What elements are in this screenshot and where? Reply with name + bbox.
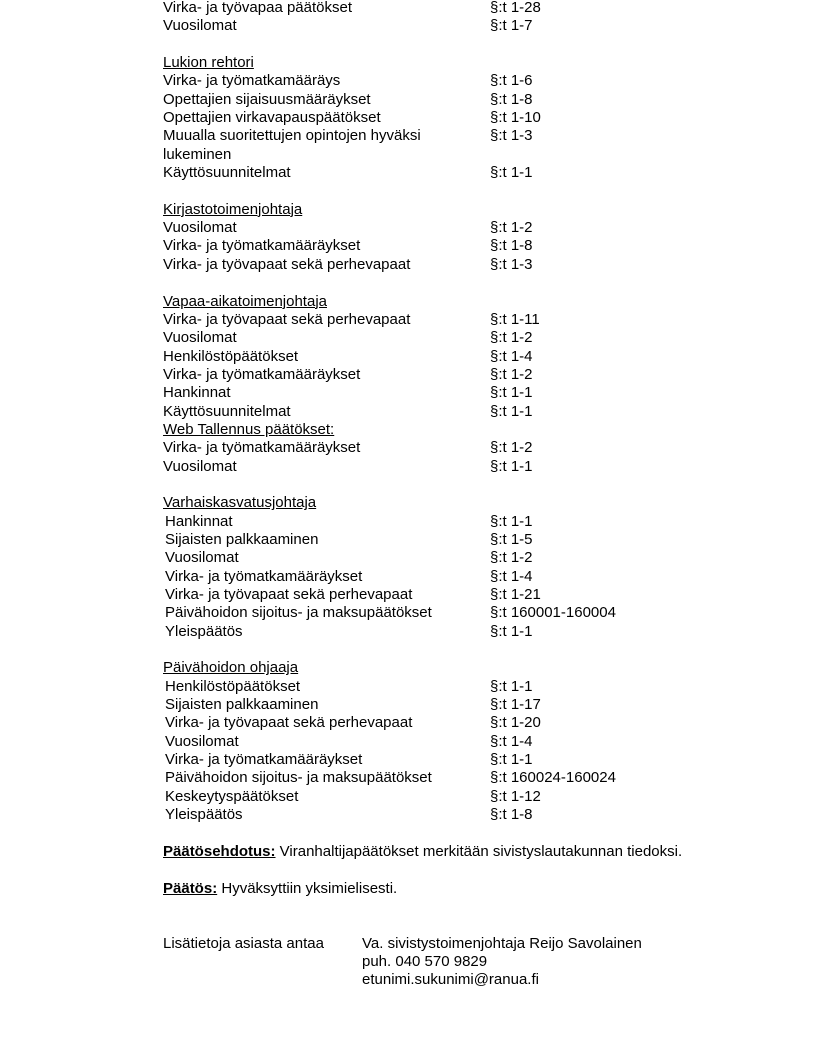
contact-name: Va. sivistystoimenjohtaja Reijo Savolainen [362,934,642,952]
list-item [163,329,763,347]
section [163,659,763,842]
document-body [163,0,763,990]
decision-label: Päätös: [163,879,218,897]
list-item [163,127,763,145]
list-item [163,696,763,714]
section-heading-text: Lukion rehtori [163,54,254,72]
item-reference: §:t 1-1 [490,677,533,695]
item-label: Opettajien virkavapauspäätökset [163,109,381,127]
list-item [163,604,763,622]
list-item [163,403,763,421]
list-item [163,0,763,17]
item-label: Hankinnat [165,512,233,530]
list-item [163,439,763,457]
item-reference: §:t 1-6 [490,72,533,90]
item-reference: §:t 160024-160024 [490,769,616,787]
item-label: Virka- ja työmatkamääräykset [165,567,363,585]
top-item-list [163,0,763,36]
item-label: Virka- ja työmatkamääräykset [163,237,361,255]
item-reference: §:t 1-1 [490,384,533,402]
proposal-label: Päätösehdotus: [163,842,276,860]
decision-text: Hyväksyttiin yksimielisesti. [217,879,398,897]
proposal-paragraph [163,843,763,861]
section-heading-text: Päivähoidon ohjaaja [163,659,299,677]
item-label: Sijaisten palkkaaminen [165,530,319,548]
item-label: Henkilöstöpäätökset [163,347,299,365]
section-heading [163,201,763,219]
item-reference: §:t 1-1 [490,164,533,182]
item-label: Vuosilomat [165,732,239,750]
section-heading [163,293,763,311]
item-label: Virka- ja työvapaat sekä perhevapaat [165,714,413,732]
item-reference: §:t 1-10 [490,109,541,127]
section-heading-text: Web Tallennus päätökset: [163,420,335,438]
list-item [163,109,763,127]
list-item [163,806,763,824]
list-item [163,586,763,604]
item-reference: §:t 1-1 [490,751,533,769]
item-label: Yleispäätös [165,622,243,640]
item-label: Hankinnat [163,384,231,402]
list-item [163,17,763,35]
contact-label: Lisätietoja asiasta antaa [163,934,324,952]
list-item [163,531,763,549]
item-reference: §:t 1-21 [490,586,541,603]
item-reference: §:t 1-4 [490,347,533,365]
list-item [163,237,763,255]
item-label: Vuosilomat [165,549,239,567]
list-item [163,366,763,384]
item-reference: §:t 1-2 [490,219,533,237]
item-reference: §:t 1-28 [490,0,541,16]
item-reference: §:t 1-4 [490,732,533,750]
contact-phone: puh. 040 570 9829 [362,952,488,970]
item-reference: §:t 1-12 [490,787,541,805]
item-reference: §:t 1-7 [490,17,533,35]
section-heading [163,659,763,677]
item-reference: §:t 1-11 [490,310,540,328]
item-label: Käyttösuunnitelmat [163,164,291,182]
list-item [163,788,763,806]
item-label: Virka- ja työmatkamääräykset [163,365,361,383]
item-label: Virka- ja työmatkamääräys [163,72,341,90]
item-label: Virka- ja työvapaa päätökset [163,0,353,16]
item-label: Vuosilomat [163,219,237,237]
list-item [163,513,763,531]
section-heading-text: Vapaa-aikatoimenjohtaja [163,292,327,310]
section [163,494,763,659]
decision-paragraph [163,880,763,898]
proposal-text: Viranhaltijapäätökset merkitään sivistyslautakunnan tiedoksi. [275,842,683,860]
item-reference: §:t 1-1 [490,402,533,420]
list-item [163,549,763,567]
section-heading [163,54,763,72]
item-label: Virka- ja työvapaat sekä perhevapaat [163,310,411,328]
list-item [163,72,763,90]
item-label: Opettajien sijaisuusmääräykset [163,90,371,108]
list-item [163,623,763,641]
item-reference: §:t 1-17 [490,696,541,714]
item-label: Päivähoidon sijoitus- ja maksupäätökset [165,604,432,622]
list-item [163,164,763,182]
item-label: Muualla suoritettujen opintojen hyväksi [163,127,421,145]
contact-row [163,935,763,953]
sections [163,54,763,843]
item-label: Keskeytyspäätökset [165,787,299,805]
item-reference: §:t 1-1 [490,512,533,530]
list-item [163,714,763,732]
section-heading-text: Varhaiskasvatusjohtaja [163,494,317,512]
section [163,201,763,293]
item-reference: §:t 1-2 [490,365,533,383]
item-reference: §:t 1-1 [490,622,533,640]
item-reference: §:t 1-4 [490,567,533,585]
section [163,293,763,421]
item-label: Vuosilomat [163,17,237,35]
list-item [163,384,763,402]
item-label: Virka- ja työvapaat sekä perhevapaat [165,586,413,603]
item-label: Virka- ja työmatkamääräykset [165,751,363,769]
item-label: Sijaisten palkkaaminen [165,696,319,714]
list-item [163,458,763,476]
list-item [163,733,763,751]
section-heading [163,494,763,512]
list-item [163,769,763,787]
item-label: Yleispäätös [165,806,243,824]
section-heading-text: Kirjastotoimenjohtaja [163,200,303,218]
item-label: Käyttösuunnitelmat [163,402,291,420]
list-item [163,219,763,237]
list-item [163,568,763,586]
list-item [163,678,763,696]
item-reference: §:t 1-1 [490,457,533,475]
item-label: Virka- ja työmatkamääräykset [163,439,361,457]
item-reference: §:t 1-8 [490,237,533,255]
item-reference: §:t 160001-160004 [490,604,616,622]
item-reference: §:t 1-8 [490,806,533,824]
list-item [163,348,763,366]
section [163,54,763,201]
section-heading [163,421,763,439]
item-reference: §:t 1-8 [490,90,533,108]
section [163,421,763,494]
item-label: Virka- ja työvapaat sekä perhevapaat [163,255,411,273]
item-label: lukeminen [163,145,232,163]
item-label: Päivähoidon sijoitus- ja maksupäätökset [165,769,432,787]
list-item [163,91,763,109]
item-reference: §:t 1-3 [490,255,533,273]
list-item [163,256,763,274]
list-item [163,751,763,769]
item-label: Vuosilomat [163,457,237,475]
item-reference: §:t 1-5 [490,530,533,548]
list-item [163,311,763,329]
contact-email[interactable]: etunimi.sukunimi@ranua.fi [362,971,539,989]
item-label: Vuosilomat [163,329,237,347]
list-item [163,146,763,164]
item-label: Henkilöstöpäätökset [165,677,301,695]
item-reference: §:t 1-2 [490,549,533,567]
item-reference: §:t 1-2 [490,439,533,457]
item-reference: §:t 1-2 [490,329,533,347]
item-reference: §:t 1-3 [490,127,533,145]
item-reference: §:t 1-20 [490,714,541,732]
